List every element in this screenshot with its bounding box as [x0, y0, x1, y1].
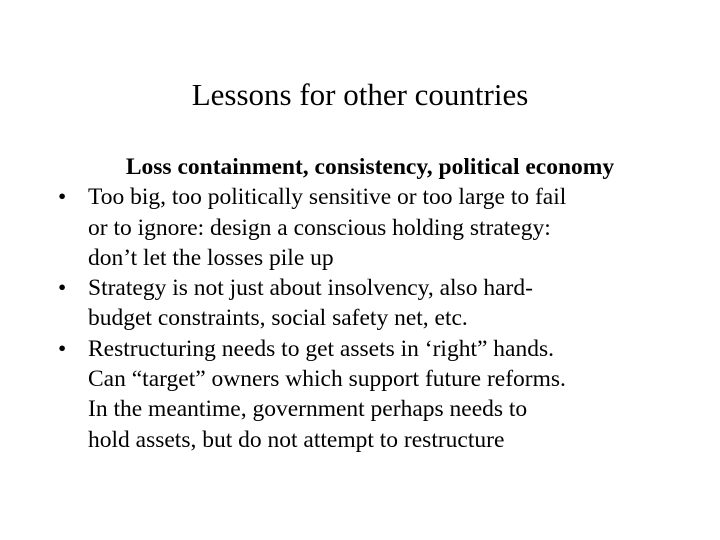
bullet-line: don’t let the losses pile up — [88, 244, 334, 271]
bullet-item — [55, 182, 675, 273]
bullet-line: budget constraints, social safety net, etc. — [88, 305, 468, 332]
bullet-line: Restructuring needs to get assets in ‘right” hands. — [88, 335, 554, 362]
slide-body — [55, 152, 675, 455]
bullet-line: Strategy is not just about insolvency, also hard- — [88, 275, 533, 302]
bullet-line: Can “target” owners which support future reforms. — [88, 366, 566, 393]
slide-subheading: Loss containment, consistency, political economy — [125, 154, 615, 180]
bullet-item — [55, 273, 675, 334]
bullet-list — [55, 182, 675, 455]
bullet-line: In the meantime, government perhaps needs to — [88, 396, 528, 423]
bullet-item — [55, 334, 675, 455]
bullet-icon: • — [58, 335, 67, 362]
bullet-line: or to ignore: design a conscious holding strategy: — [88, 214, 551, 241]
bullet-icon: • — [58, 184, 67, 211]
bullet-icon: • — [58, 275, 67, 302]
slide-title: Lessons for other countries — [191, 77, 529, 112]
bullet-line: Too big, too politically sensitive or too large to fail — [88, 184, 567, 211]
bullet-line: hold assets, but do not attempt to restructure — [88, 426, 505, 453]
